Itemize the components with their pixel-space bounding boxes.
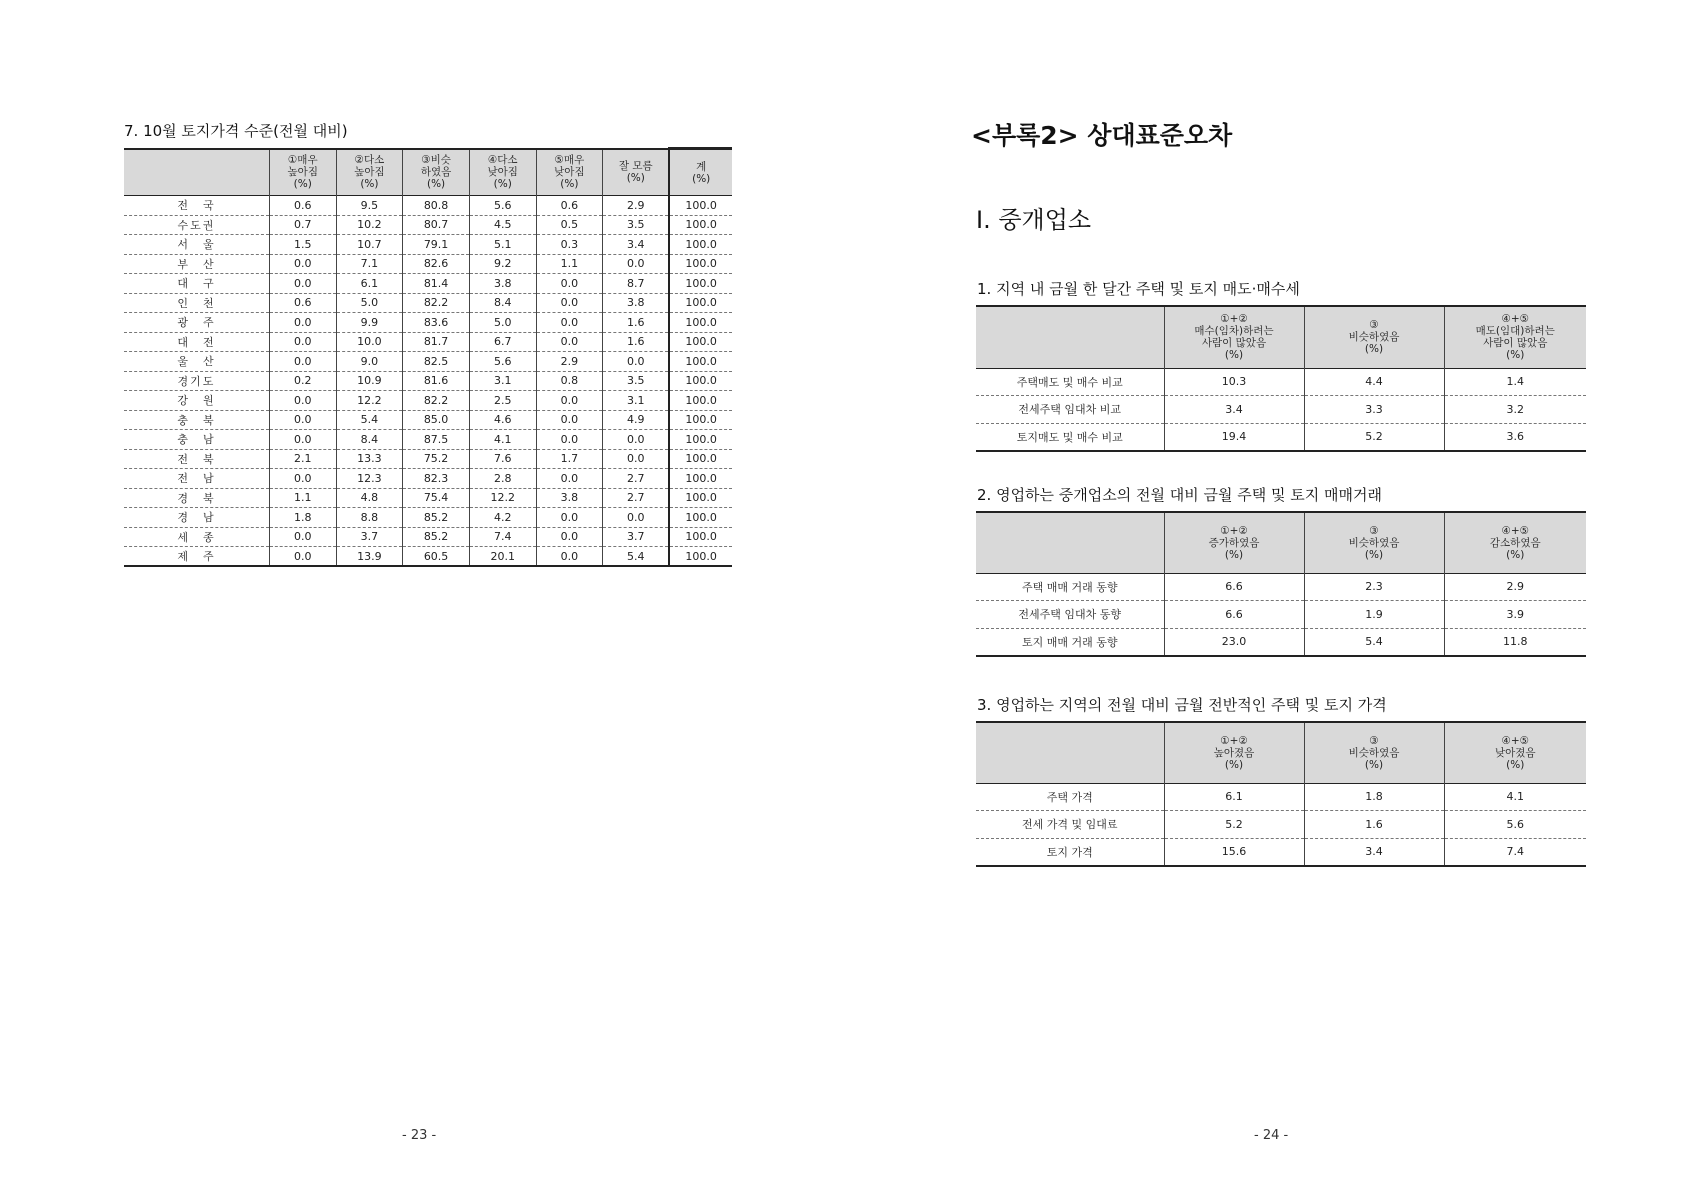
value-cell: 100.0 [669, 293, 732, 313]
value-cell: 12.3 [336, 469, 403, 489]
table-row [976, 396, 1586, 424]
column-header [976, 722, 1164, 783]
value-cell: 0.0 [269, 352, 336, 372]
value-cell: 0.0 [269, 430, 336, 450]
value-cell: 9.0 [336, 352, 403, 372]
table-row [124, 410, 732, 430]
value-cell: 75.4 [403, 488, 470, 508]
value-cell: 0.6 [269, 293, 336, 313]
table-row [124, 391, 732, 411]
value-cell: 3.4 [1164, 396, 1304, 424]
value-cell: 4.6 [469, 410, 536, 430]
value-cell: 0.8 [536, 371, 603, 391]
column-header: ③비슷 하였음 (%) [403, 149, 470, 196]
table-row [124, 469, 732, 489]
value-cell: 3.5 [603, 371, 670, 391]
table-row [124, 449, 732, 469]
table2-title: 2. 영업하는 중개업소의 전월 대비 금월 주택 및 토지 매매거래 [977, 486, 1382, 504]
column-header: ④+⑤ 매도(임대)하려는 사람이 많았음 (%) [1444, 306, 1586, 368]
value-cell: 87.5 [403, 430, 470, 450]
table-row [124, 196, 732, 216]
value-cell: 0.0 [536, 430, 603, 450]
region-cell: 서 울 [124, 235, 269, 255]
row-label-cell: 토지매도 및 매수 비교 [976, 423, 1164, 451]
table-row [976, 573, 1586, 601]
table-row [124, 488, 732, 508]
row-label-cell: 주택매도 및 매수 비교 [976, 368, 1164, 396]
table-row [124, 527, 732, 547]
region-cell: 광 주 [124, 313, 269, 333]
table-row [124, 215, 732, 235]
table-row [976, 368, 1586, 396]
value-cell: 7.1 [336, 254, 403, 274]
row-label-cell: 토지 가격 [976, 838, 1164, 866]
value-cell: 0.0 [536, 313, 603, 333]
value-cell: 85.2 [403, 508, 470, 528]
value-cell: 82.6 [403, 254, 470, 274]
value-cell: 100.0 [669, 508, 732, 528]
value-cell: 100.0 [669, 527, 732, 547]
value-cell: 6.6 [1164, 573, 1304, 601]
value-cell: 3.7 [603, 527, 670, 547]
value-cell: 4.9 [603, 410, 670, 430]
value-cell: 100.0 [669, 430, 732, 450]
value-cell: 8.7 [603, 274, 670, 294]
value-cell: 7.4 [469, 527, 536, 547]
value-cell: 0.0 [269, 469, 336, 489]
column-header: ①+② 매수(임차)하려는 사람이 많았음 (%) [1164, 306, 1304, 368]
value-cell: 0.0 [269, 274, 336, 294]
value-cell: 0.0 [269, 313, 336, 333]
column-header: ②다소 높아짐 (%) [336, 149, 403, 196]
column-header [976, 512, 1164, 573]
value-cell: 100.0 [669, 410, 732, 430]
value-cell: 1.7 [536, 449, 603, 469]
table-row [976, 838, 1586, 866]
value-cell: 5.4 [336, 410, 403, 430]
value-cell: 100.0 [669, 235, 732, 255]
value-cell: 5.6 [1444, 811, 1586, 839]
value-cell: 100.0 [669, 313, 732, 333]
value-cell: 2.7 [603, 469, 670, 489]
value-cell: 0.6 [536, 196, 603, 216]
row-label-cell: 주택 매매 거래 동향 [976, 573, 1164, 601]
value-cell: 100.0 [669, 332, 732, 352]
table-row [124, 430, 732, 450]
column-header: ④+⑤ 감소하였음 (%) [1444, 512, 1586, 573]
appendix-title: <부록2> 상대표준오차 [971, 121, 1233, 150]
value-cell: 0.0 [603, 508, 670, 528]
region-cell: 충 북 [124, 410, 269, 430]
value-cell: 10.9 [336, 371, 403, 391]
region-cell: 수도권 [124, 215, 269, 235]
value-cell: 2.7 [603, 488, 670, 508]
value-cell: 1.6 [1304, 811, 1444, 839]
value-cell: 2.9 [603, 196, 670, 216]
value-cell: 0.0 [269, 391, 336, 411]
value-cell: 0.0 [536, 469, 603, 489]
value-cell: 8.4 [336, 430, 403, 450]
value-cell: 4.8 [336, 488, 403, 508]
value-cell: 6.7 [469, 332, 536, 352]
value-cell: 80.8 [403, 196, 470, 216]
value-cell: 5.0 [469, 313, 536, 333]
value-cell: 1.5 [269, 235, 336, 255]
region-cell: 인 천 [124, 293, 269, 313]
table-row [976, 628, 1586, 656]
value-cell: 5.0 [336, 293, 403, 313]
value-cell: 0.0 [603, 430, 670, 450]
value-cell: 10.3 [1164, 368, 1304, 396]
region-cell: 제 주 [124, 547, 269, 567]
page-24 [841, 0, 1682, 1190]
value-cell: 0.0 [536, 274, 603, 294]
value-cell: 15.6 [1164, 838, 1304, 866]
value-cell: 1.1 [269, 488, 336, 508]
value-cell: 100.0 [669, 547, 732, 567]
value-cell: 5.2 [1304, 423, 1444, 451]
value-cell: 20.1 [469, 547, 536, 567]
region-cell: 울 산 [124, 352, 269, 372]
value-cell: 81.4 [403, 274, 470, 294]
value-cell: 10.0 [336, 332, 403, 352]
region-cell: 전 남 [124, 469, 269, 489]
value-cell: 10.7 [336, 235, 403, 255]
value-cell: 3.3 [1304, 396, 1444, 424]
value-cell: 7.4 [1444, 838, 1586, 866]
value-cell: 12.2 [336, 391, 403, 411]
value-cell: 4.2 [469, 508, 536, 528]
table-row [124, 274, 732, 294]
value-cell: 1.8 [1304, 783, 1444, 811]
value-cell: 2.5 [469, 391, 536, 411]
table-row [976, 783, 1586, 811]
region-cell: 대 전 [124, 332, 269, 352]
price-level-table [976, 721, 1586, 867]
value-cell: 3.4 [603, 235, 670, 255]
buy-sell-trend-table [976, 305, 1586, 452]
value-cell: 0.3 [536, 235, 603, 255]
section-title-land-price-level: 7. 10월 토지가격 수준(전월 대비) [124, 122, 348, 140]
value-cell: 13.3 [336, 449, 403, 469]
value-cell: 4.1 [1444, 783, 1586, 811]
table-row [124, 293, 732, 313]
value-cell: 4.5 [469, 215, 536, 235]
value-cell: 2.9 [1444, 573, 1586, 601]
value-cell: 9.9 [336, 313, 403, 333]
value-cell: 85.0 [403, 410, 470, 430]
value-cell: 83.6 [403, 313, 470, 333]
chapter-title: Ⅰ. 중개업소 [976, 206, 1092, 234]
table-row [124, 313, 732, 333]
region-cell: 충 남 [124, 430, 269, 450]
value-cell: 2.3 [1304, 573, 1444, 601]
region-cell: 강 원 [124, 391, 269, 411]
table-row [124, 332, 732, 352]
value-cell: 4.4 [1304, 368, 1444, 396]
value-cell: 0.0 [603, 352, 670, 372]
value-cell: 5.6 [469, 196, 536, 216]
row-label-cell: 전세 가격 및 임대료 [976, 811, 1164, 839]
column-header: ④다소 낮아짐 (%) [469, 149, 536, 196]
value-cell: 81.6 [403, 371, 470, 391]
value-cell: 10.2 [336, 215, 403, 235]
column-header: 계 (%) [669, 149, 732, 196]
table-row [124, 547, 732, 567]
row-label-cell: 주택 가격 [976, 783, 1164, 811]
value-cell: 3.8 [469, 274, 536, 294]
table-row [124, 254, 732, 274]
region-cell: 경기도 [124, 371, 269, 391]
value-cell: 11.8 [1444, 628, 1586, 656]
table-row [124, 371, 732, 391]
value-cell: 0.0 [536, 527, 603, 547]
value-cell: 3.6 [1444, 423, 1586, 451]
value-cell: 5.2 [1164, 811, 1304, 839]
value-cell: 2.8 [469, 469, 536, 489]
value-cell: 60.5 [403, 547, 470, 567]
column-header: ①매우 높아짐 (%) [269, 149, 336, 196]
value-cell: 6.1 [336, 274, 403, 294]
value-cell: 0.0 [536, 293, 603, 313]
value-cell: 0.0 [536, 547, 603, 567]
column-header: ③ 비슷하였음 (%) [1304, 306, 1444, 368]
value-cell: 5.1 [469, 235, 536, 255]
value-cell: 100.0 [669, 254, 732, 274]
row-label-cell: 토지 매매 거래 동향 [976, 628, 1164, 656]
transaction-trend-table [976, 511, 1586, 657]
value-cell: 1.4 [1444, 368, 1586, 396]
column-header [124, 149, 269, 196]
value-cell: 0.0 [536, 508, 603, 528]
value-cell: 9.2 [469, 254, 536, 274]
value-cell: 0.0 [536, 391, 603, 411]
value-cell: 9.5 [336, 196, 403, 216]
value-cell: 100.0 [669, 215, 732, 235]
value-cell: 0.5 [536, 215, 603, 235]
value-cell: 3.1 [603, 391, 670, 411]
value-cell: 3.7 [336, 527, 403, 547]
table-row [976, 423, 1586, 451]
column-header [976, 306, 1164, 368]
column-header: ⑤매우 낮아짐 (%) [536, 149, 603, 196]
value-cell: 19.4 [1164, 423, 1304, 451]
value-cell: 23.0 [1164, 628, 1304, 656]
value-cell: 3.9 [1444, 601, 1586, 629]
value-cell: 100.0 [669, 274, 732, 294]
value-cell: 13.9 [336, 547, 403, 567]
region-cell: 대 구 [124, 274, 269, 294]
value-cell: 3.8 [603, 293, 670, 313]
page-number-left: - 23 - [402, 1128, 437, 1143]
region-cell: 경 남 [124, 508, 269, 528]
value-cell: 1.1 [536, 254, 603, 274]
value-cell: 2.1 [269, 449, 336, 469]
column-header: ①+② 증가하였음 (%) [1164, 512, 1304, 573]
value-cell: 0.6 [269, 196, 336, 216]
column-header: ③ 비슷하였음 (%) [1304, 512, 1444, 573]
value-cell: 1.6 [603, 313, 670, 333]
value-cell: 100.0 [669, 352, 732, 372]
value-cell: 5.4 [603, 547, 670, 567]
value-cell: 4.1 [469, 430, 536, 450]
row-label-cell: 전세주택 임대차 비교 [976, 396, 1164, 424]
region-cell: 경 북 [124, 488, 269, 508]
value-cell: 82.3 [403, 469, 470, 489]
value-cell: 6.6 [1164, 601, 1304, 629]
value-cell: 100.0 [669, 196, 732, 216]
value-cell: 100.0 [669, 488, 732, 508]
value-cell: 0.7 [269, 215, 336, 235]
table-row [124, 235, 732, 255]
value-cell: 0.0 [269, 547, 336, 567]
column-header: ④+⑤ 낮아졌음 (%) [1444, 722, 1586, 783]
value-cell: 0.0 [603, 449, 670, 469]
page-number-right: - 24 - [1254, 1128, 1289, 1143]
column-header: ①+② 높아졌음 (%) [1164, 722, 1304, 783]
region-cell: 부 산 [124, 254, 269, 274]
value-cell: 3.4 [1304, 838, 1444, 866]
value-cell: 0.0 [603, 254, 670, 274]
land-price-level-table [124, 147, 732, 567]
table-row [124, 508, 732, 528]
value-cell: 0.0 [536, 332, 603, 352]
table-row [976, 601, 1586, 629]
column-header: 잘 모름 (%) [603, 149, 670, 196]
value-cell: 81.7 [403, 332, 470, 352]
value-cell: 3.5 [603, 215, 670, 235]
value-cell: 1.8 [269, 508, 336, 528]
value-cell: 8.8 [336, 508, 403, 528]
value-cell: 100.0 [669, 469, 732, 489]
row-label-cell: 전세주택 임대차 동향 [976, 601, 1164, 629]
value-cell: 0.0 [269, 410, 336, 430]
table-row [976, 811, 1586, 839]
value-cell: 75.2 [403, 449, 470, 469]
table1-title: 1. 지역 내 금월 한 달간 주택 및 토지 매도·매수세 [977, 280, 1300, 298]
value-cell: 5.6 [469, 352, 536, 372]
value-cell: 6.1 [1164, 783, 1304, 811]
value-cell: 8.4 [469, 293, 536, 313]
value-cell: 2.9 [536, 352, 603, 372]
table-row [124, 352, 732, 372]
value-cell: 0.0 [269, 254, 336, 274]
value-cell: 3.2 [1444, 396, 1586, 424]
value-cell: 82.2 [403, 293, 470, 313]
value-cell: 1.9 [1304, 601, 1444, 629]
value-cell: 0.0 [269, 332, 336, 352]
value-cell: 82.5 [403, 352, 470, 372]
value-cell: 12.2 [469, 488, 536, 508]
value-cell: 1.6 [603, 332, 670, 352]
value-cell: 79.1 [403, 235, 470, 255]
value-cell: 0.0 [269, 527, 336, 547]
value-cell: 3.8 [536, 488, 603, 508]
value-cell: 0.2 [269, 371, 336, 391]
value-cell: 100.0 [669, 371, 732, 391]
region-cell: 전 북 [124, 449, 269, 469]
value-cell: 7.6 [469, 449, 536, 469]
table3-title: 3. 영업하는 지역의 전월 대비 금월 전반적인 주택 및 토지 가격 [977, 696, 1387, 714]
value-cell: 80.7 [403, 215, 470, 235]
region-cell: 세 종 [124, 527, 269, 547]
value-cell: 100.0 [669, 391, 732, 411]
value-cell: 85.2 [403, 527, 470, 547]
value-cell: 3.1 [469, 371, 536, 391]
value-cell: 82.2 [403, 391, 470, 411]
value-cell: 5.4 [1304, 628, 1444, 656]
value-cell: 100.0 [669, 449, 732, 469]
value-cell: 0.0 [536, 410, 603, 430]
column-header: ③ 비슷하였음 (%) [1304, 722, 1444, 783]
region-cell: 전 국 [124, 196, 269, 216]
